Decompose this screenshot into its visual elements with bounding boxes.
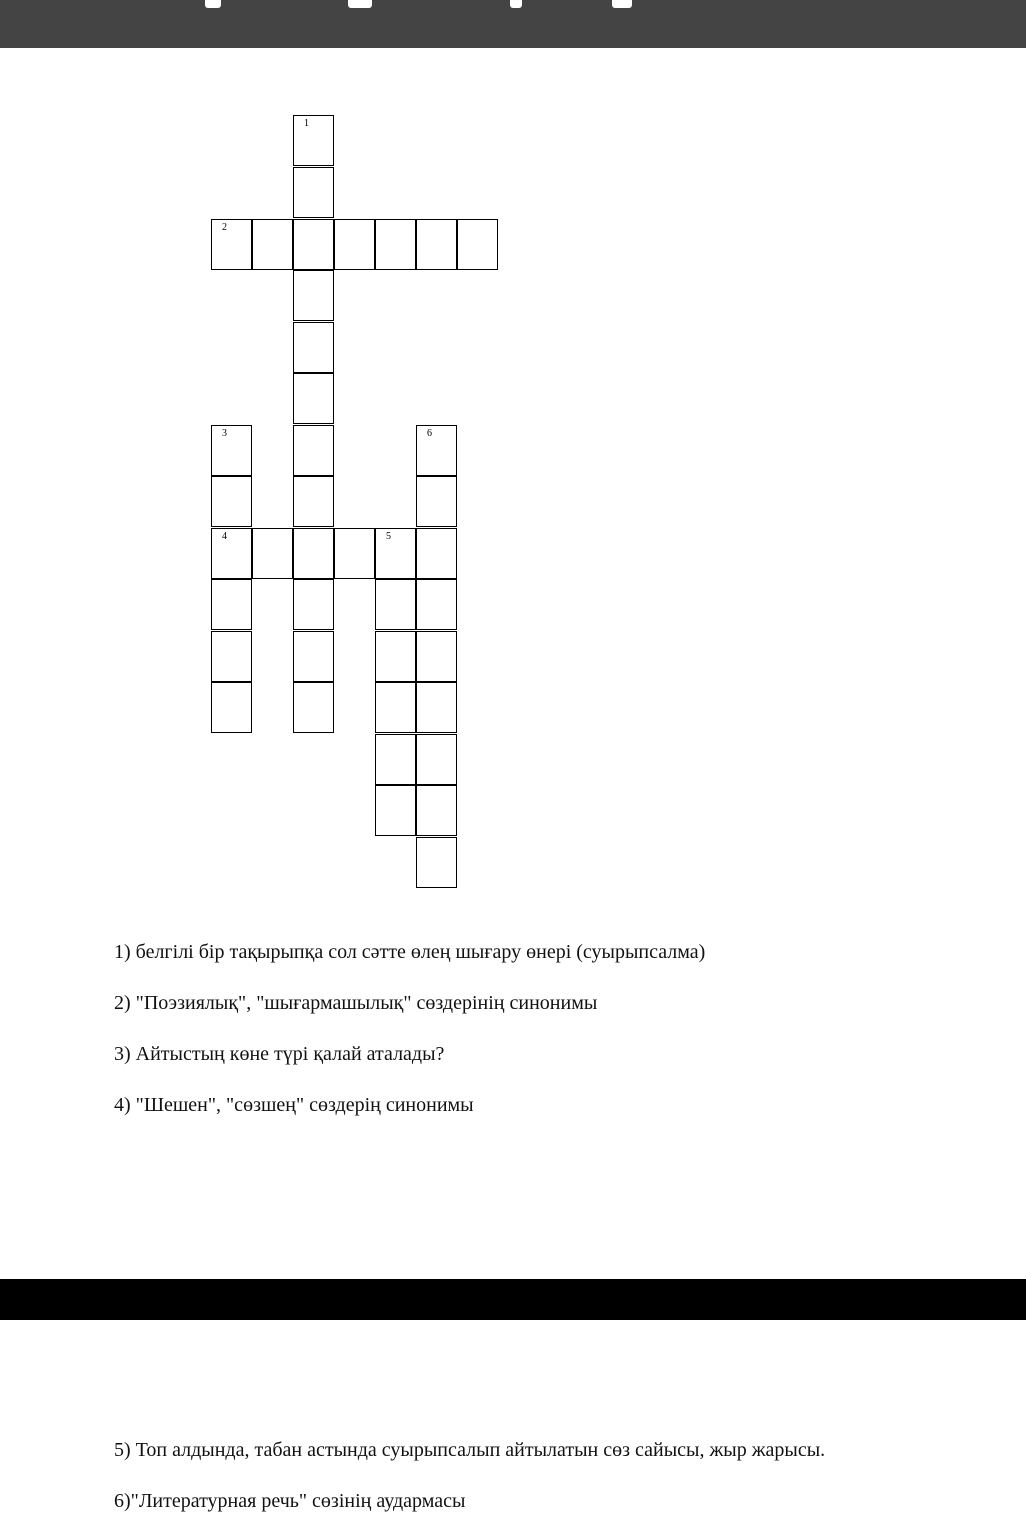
clue-2: 2) "Поэзиялық", "шығармашылық" сөздерінің синонимы <box>114 992 598 1014</box>
crossword-cell[interactable] <box>293 115 334 166</box>
crossword-cell[interactable] <box>211 425 252 476</box>
crossword-cell[interactable] <box>375 785 416 836</box>
crossword-cell[interactable] <box>293 425 334 476</box>
crossword-cell[interactable] <box>293 528 334 579</box>
crossword-cell[interactable] <box>211 579 252 630</box>
crossword-cell[interactable] <box>457 219 498 270</box>
crossword-cell[interactable] <box>416 631 457 682</box>
clue-3: 3) Айтыстың көне түрі қалай аталады? <box>114 1043 445 1065</box>
crossword-cell[interactable] <box>211 682 252 733</box>
crossword-cell[interactable] <box>293 579 334 630</box>
clue-6: 6)"Литературная речь" сөзінің аудармасы <box>114 1490 466 1512</box>
crossword-cell[interactable] <box>375 631 416 682</box>
divider-bar <box>0 1279 1026 1320</box>
clue-5: 5) Топ алдында, табан астында суырыпсалып айтылатын сөз сайысы, жыр жарысы. <box>114 1439 826 1461</box>
crossword-cell[interactable] <box>293 219 334 270</box>
clue-number: 6 <box>427 428 432 439</box>
crossword-cell[interactable] <box>375 528 416 579</box>
crossword-cell[interactable] <box>293 167 334 218</box>
clue-number: 1 <box>304 118 309 129</box>
crossword-cell[interactable] <box>416 528 457 579</box>
crossword-cell[interactable] <box>252 528 293 579</box>
crossword-cell[interactable] <box>416 837 457 888</box>
crossword-cell[interactable] <box>293 476 334 527</box>
crossword-cell[interactable] <box>293 682 334 733</box>
crossword-cell[interactable] <box>416 219 457 270</box>
crossword-cell[interactable] <box>416 682 457 733</box>
crossword-cell[interactable] <box>293 373 334 424</box>
crossword-cell[interactable] <box>211 219 252 270</box>
clue-number: 2 <box>222 222 227 233</box>
crossword-cell[interactable] <box>252 219 293 270</box>
clue-1: 1) белгілі бір тақырыпқа сол сәтте өлең шығару өнері (суырыпсалма) <box>114 941 706 963</box>
crossword-cell[interactable] <box>416 785 457 836</box>
clue-number: 3 <box>222 428 227 439</box>
crossword-cell[interactable] <box>334 219 375 270</box>
crossword-cell[interactable] <box>375 734 416 785</box>
crossword-cell[interactable] <box>334 528 375 579</box>
crossword-cell[interactable] <box>293 322 334 373</box>
crossword-cell[interactable] <box>211 631 252 682</box>
crossword-cell[interactable] <box>375 219 416 270</box>
crossword-cell[interactable] <box>416 734 457 785</box>
crossword-cell[interactable] <box>416 425 457 476</box>
crossword-cell[interactable] <box>416 476 457 527</box>
clue-number: 4 <box>222 531 227 542</box>
clue-number: 5 <box>386 531 391 542</box>
crossword-cell[interactable] <box>375 682 416 733</box>
crossword-cell[interactable] <box>211 528 252 579</box>
crossword-cell[interactable] <box>416 579 457 630</box>
crossword-cell[interactable] <box>375 579 416 630</box>
clue-4: 4) "Шешен", "сөзшең" сөздерің синонимы <box>114 1094 474 1116</box>
crossword-cell[interactable] <box>293 631 334 682</box>
crossword-cell[interactable] <box>293 270 334 321</box>
crossword-cell[interactable] <box>211 476 252 527</box>
